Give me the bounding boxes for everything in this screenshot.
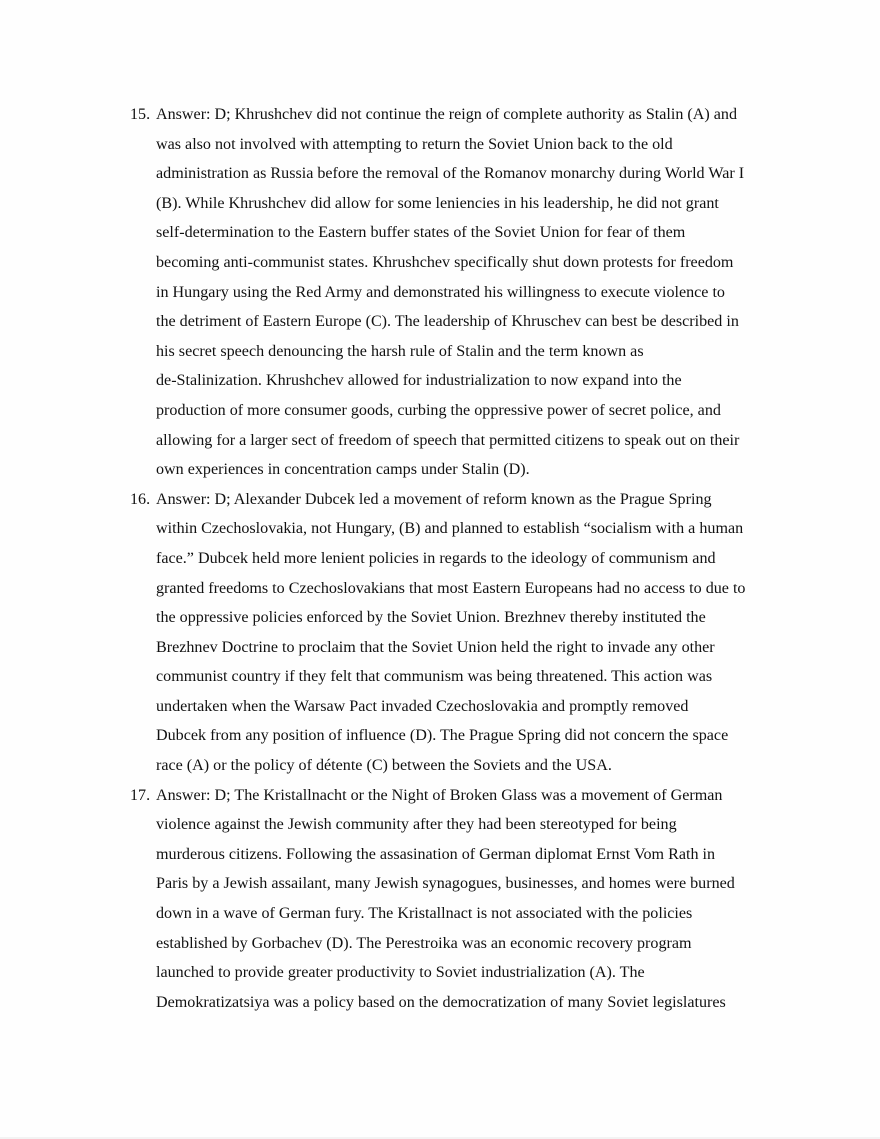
- answer-text-line: becoming anti-communist states. Khrushchev specifically shut down protests for freedom: [156, 253, 734, 271]
- answer-text-line: Dubcek from any position of influence (D). The Prague Spring did not concern the space: [156, 727, 729, 745]
- answer-text-line: murderous citizens. Following the assasination of German diplomat Ernst Vom Rath in: [156, 845, 716, 863]
- answer-number: 15.: [130, 106, 151, 123]
- answer-item-15: [130, 100, 785, 485]
- answer-text-line: de-Stalinization. Khrushchev allowed for industrialization to now expand into the: [156, 372, 682, 390]
- answer-text-line: established by Gorbachev (D). The Perestroika was an economic recovery program: [156, 934, 692, 952]
- answer-text-line: Answer: D; The Kristallnacht or the Night of Broken Glass was a movement of German: [156, 786, 723, 804]
- answer-text-line: down in a wave of German fury. The Kristallnact is not associated with the policies: [156, 905, 693, 923]
- answer-text-line: Demokratizatsiya was a policy based on the democratization of many Soviet legislatures: [156, 993, 726, 1011]
- answer-text-line: granted freedoms to Czechoslovakians that most Eastern Europeans had no access to due to: [156, 579, 746, 597]
- answer-text-line: in Hungary using the Red Army and demonstrated his willingness to execute violence to: [156, 283, 725, 301]
- answer-list: [130, 100, 785, 1017]
- answer-text-line: own experiences in concentration camps under Stalin (D).: [156, 461, 530, 479]
- answer-text-line: violence against the Jewish community after they had been stereotyped for being: [156, 816, 677, 834]
- answer-text-line: Answer: D; Khrushchev did not continue the reign of complete authority as Stalin (A) and: [156, 106, 738, 123]
- answer-text-line: race (A) or the policy of détente (C) between the Soviets and the USA.: [156, 757, 612, 775]
- answer-text-line: face.” Dubcek held more lenient policies in regards to the ideology of communism and: [156, 549, 716, 567]
- answer-number: 16.: [130, 490, 151, 508]
- answer-text-line: was also not involved with attempting to return the Soviet Union back to the old: [156, 135, 673, 153]
- answer-text-line: his secret speech denouncing the harsh rule of Stalin and the term known as: [156, 342, 644, 360]
- answer-item-17: [130, 781, 785, 1018]
- answer-text-line: the detriment of Eastern Europe (C). The leadership of Khruschev can best be described in: [156, 313, 739, 331]
- answer-text-line: production of more consumer goods, curbing the oppressive power of secret police, and: [156, 401, 721, 419]
- answer-text-line: within Czechoslovakia, not Hungary, (B) and planned to establish “socialism with a human: [156, 520, 744, 538]
- answer-text-line: undertaken when the Warsaw Pact invaded Czechoslovakia and promptly removed: [156, 697, 689, 715]
- answer-text-line: (B). While Khrushchev did allow for some leniencies in his leadership, he did not grant: [156, 194, 719, 212]
- answer-text-line: administration as Russia before the removal of the Romanov monarchy during World War I: [156, 165, 745, 183]
- answer-text-line: allowing for a larger sect of freedom of speech that permitted citizens to speak out on their: [156, 431, 740, 449]
- answer-text-line: Answer: D; Alexander Dubcek led a movement of reform known as the Prague Spring: [156, 490, 712, 508]
- answer-number: 17.: [130, 786, 151, 804]
- answer-text-line: self-determination to the Eastern buffer states of the Soviet Union for fear of them: [156, 224, 686, 242]
- answer-item-16: [130, 485, 785, 781]
- answer-text-line: Brezhnev Doctrine to proclaim that the Soviet Union held the right to invade any other: [156, 638, 715, 656]
- answer-text-line: communist country if they felt that communism was being threatened. This action was: [156, 668, 713, 686]
- answer-text-line: the oppressive policies enforced by the Soviet Union. Brezhnev thereby instituted the: [156, 609, 706, 627]
- answer-text-line: launched to provide greater productivity to Soviet industrialization (A). The: [156, 964, 645, 982]
- answer-text-line: Paris by a Jewish assailant, many Jewish synagogues, businesses, and homes were burned: [156, 875, 735, 893]
